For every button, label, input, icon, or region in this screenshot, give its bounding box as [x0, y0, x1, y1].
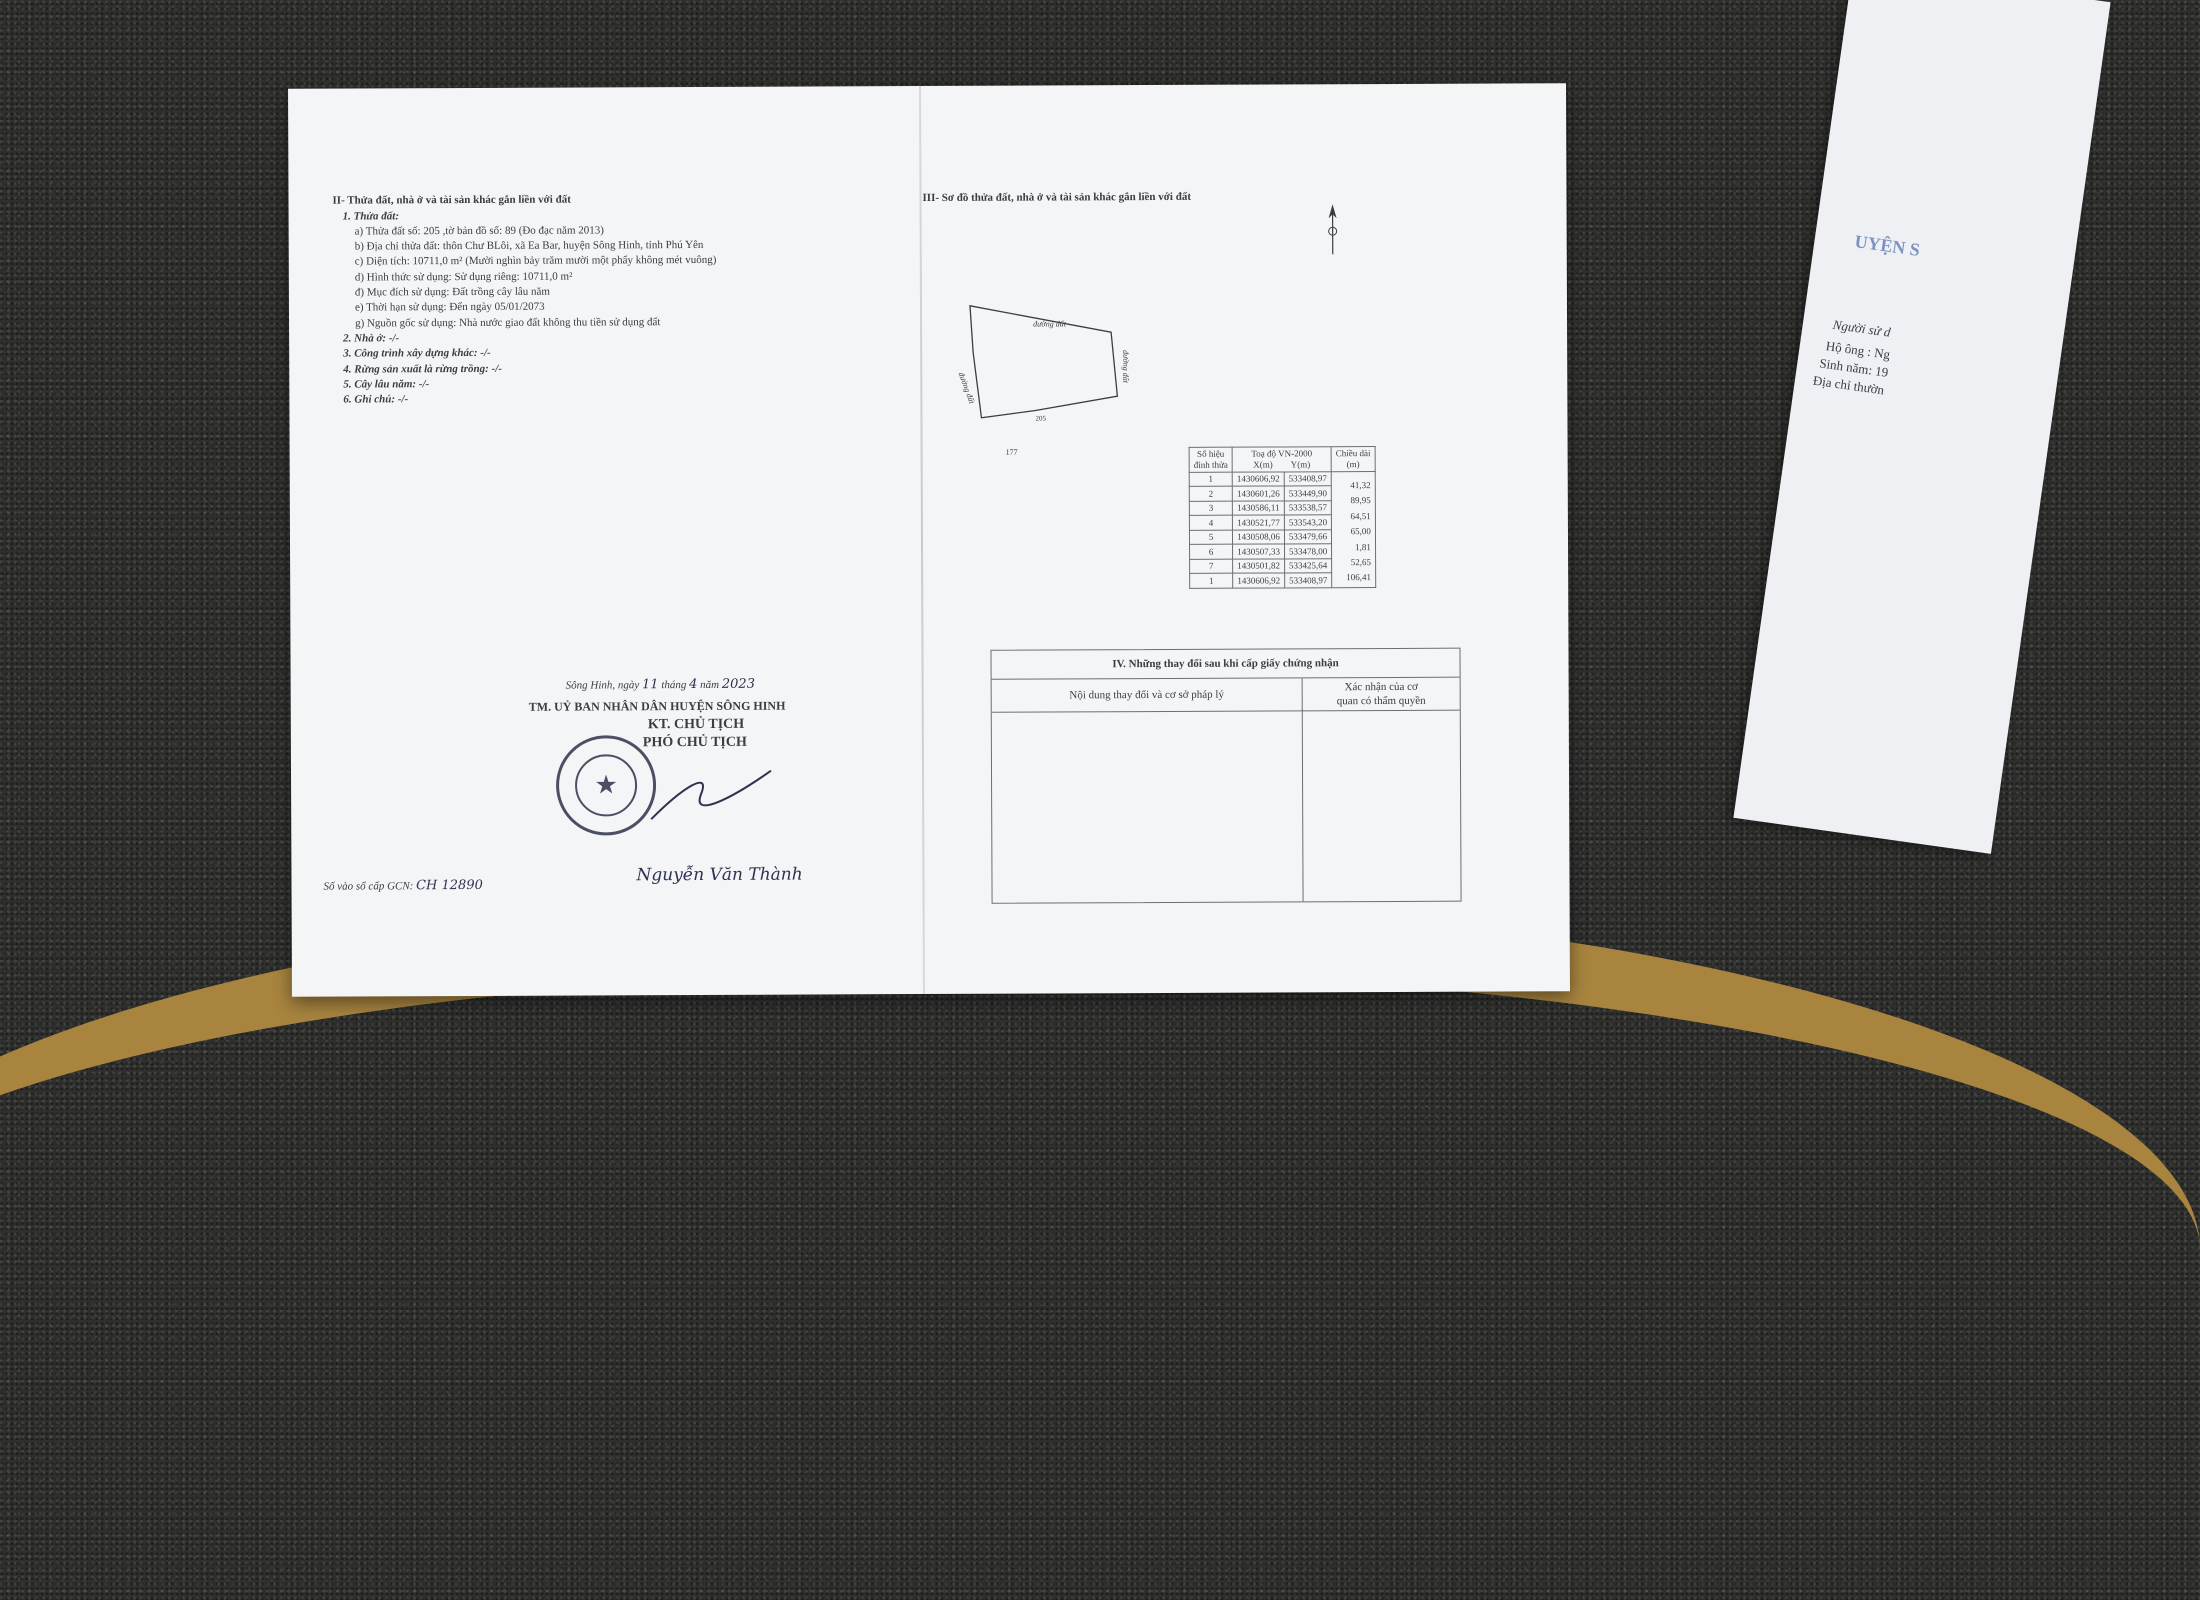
section-2-title: II- Thửa đất, nhà ở và tài sản khác gắn liền với đất	[332, 194, 570, 207]
issue-date	[566, 677, 755, 693]
date-month-label: tháng	[661, 679, 686, 691]
col-coord: Toạ độ VN-2000 X(m) Y(m)	[1232, 447, 1331, 472]
issuing-org: TM. UỶ BAN NHÂN DÂN HUYỆN SÔNG HINH	[529, 699, 786, 715]
land-heading: 1. Thửa đất:	[343, 210, 399, 222]
other-item: 2. Nhà ở: -/-	[343, 332, 399, 344]
table-row: 2 1430601,26 533449,90	[1189, 486, 1375, 501]
north-arrow-icon	[1326, 204, 1340, 254]
serial-label: Số vào sổ cấp GCN:	[323, 880, 413, 892]
side-line: Địa chỉ thườn	[1812, 373, 1885, 399]
road-right-label: đường đất	[1121, 350, 1130, 384]
table-row: 4 1430521,77 533543,20	[1189, 515, 1375, 530]
date-year-label: năm	[700, 679, 719, 691]
parcel-sketch	[953, 300, 1124, 471]
col-length: Chiều dài (m)	[1331, 447, 1375, 472]
changes-col-confirm: Xác nhận của cơ quan có thẩm quyền	[1303, 678, 1460, 711]
table-row: 7 1430501,82 533425,64	[1190, 558, 1376, 573]
land-item: c) Diện tích: 10711,0 m² (Mười nghìn bảy trăm mười một phẩy không mét vuông)	[355, 254, 717, 268]
table-row: 1 1430606,92 533408,97 41,32 89,95 64,51 65,00 1,81 52,65 106,41	[1189, 472, 1375, 487]
table-row: 3 1430586,11 533538,57	[1189, 500, 1375, 515]
star-emblem-icon: ★	[575, 754, 637, 816]
changes-divider	[1302, 709, 1304, 901]
date-day: 11	[642, 677, 659, 692]
neighbor-parcel-label: 177	[1006, 448, 1018, 457]
side-line: Người sử d	[1832, 317, 1892, 341]
changes-col-content: Nội dung thay đổi và cơ sở pháp lý	[992, 678, 1303, 711]
serial-number	[323, 878, 482, 894]
road-top-label: đường đất	[1033, 319, 1067, 328]
length-column: 41,32 89,95 64,51 65,00 1,81 52,65 106,41	[1331, 472, 1375, 588]
signature-stroke	[641, 759, 781, 830]
coordinate-table	[1189, 446, 1376, 589]
left-page	[288, 86, 922, 997]
other-item: 3. Công trình xây dựng khác: -/-	[343, 347, 491, 360]
side-heading: UYỆN S	[1853, 231, 1921, 261]
parcel-number-label: 205	[1035, 414, 1046, 422]
right-page	[922, 83, 1570, 994]
land-item: e) Thời hạn sử dụng: Đến ngày 05/01/2073	[355, 301, 545, 314]
side-document	[1733, 0, 2110, 854]
road-left-label: đường đất	[957, 371, 977, 406]
land-item: d) Hình thức sử dụng: Sử dụng riêng: 10711,0 m²	[355, 271, 573, 284]
side-line: Sinh năm: 19	[1818, 355, 1889, 380]
date-prefix: Sông Hinh, ngày	[566, 679, 640, 691]
table-row: 5 1430508,06 533479,66	[1189, 529, 1375, 544]
date-month: 4	[689, 677, 697, 692]
col-point: Số hiệu đỉnh thửa	[1189, 447, 1232, 472]
other-item: 6. Ghi chú: -/-	[343, 393, 408, 405]
signer-title: PHÓ CHỦ TỊCH	[643, 735, 747, 751]
section-3-title: III- Sơ đồ thửa đất, nhà ở và tài sản khác gắn liền với đất	[922, 191, 1191, 204]
other-item: 5. Cây lâu năm: -/-	[343, 378, 429, 390]
land-item: đ) Mục đích sử dụng: Đất trồng cây lâu năm	[355, 286, 550, 299]
land-item: b) Địa chỉ thửa đất: thôn Chư BLôi, xã Ea Bar, huyện Sông Hinh, tỉnh Phú Yên	[355, 239, 704, 253]
land-item: a) Thửa đất số: 205 ,tờ bản đồ số: 89 (Đo đạc năm 2013)	[355, 224, 604, 237]
signer-name: Nguyễn Văn Thành	[636, 865, 802, 886]
table-edge	[0, 900, 2200, 1600]
land-item: g) Nguồn gốc sử dụng: Nhà nước giao đất không thu tiền sử dụng đất	[355, 316, 660, 329]
table-row: 6 1430507,33 533478,00	[1190, 544, 1376, 559]
changes-title: IV. Những thay đổi sau khi cấp giấy chứng nhận	[991, 649, 1459, 680]
changes-table	[990, 648, 1461, 904]
serial-value: CH 12890	[416, 878, 483, 893]
certificate-sheet	[288, 83, 1570, 997]
date-year: 2023	[722, 677, 755, 692]
side-line: Hộ ông : Ng	[1825, 338, 1891, 363]
signer-role: KT. CHỦ TỊCH	[648, 717, 744, 733]
other-item: 4. Rừng sản xuất là rừng trồng: -/-	[343, 363, 502, 376]
table-row: 1 1430606,92 533408,97	[1190, 573, 1376, 588]
